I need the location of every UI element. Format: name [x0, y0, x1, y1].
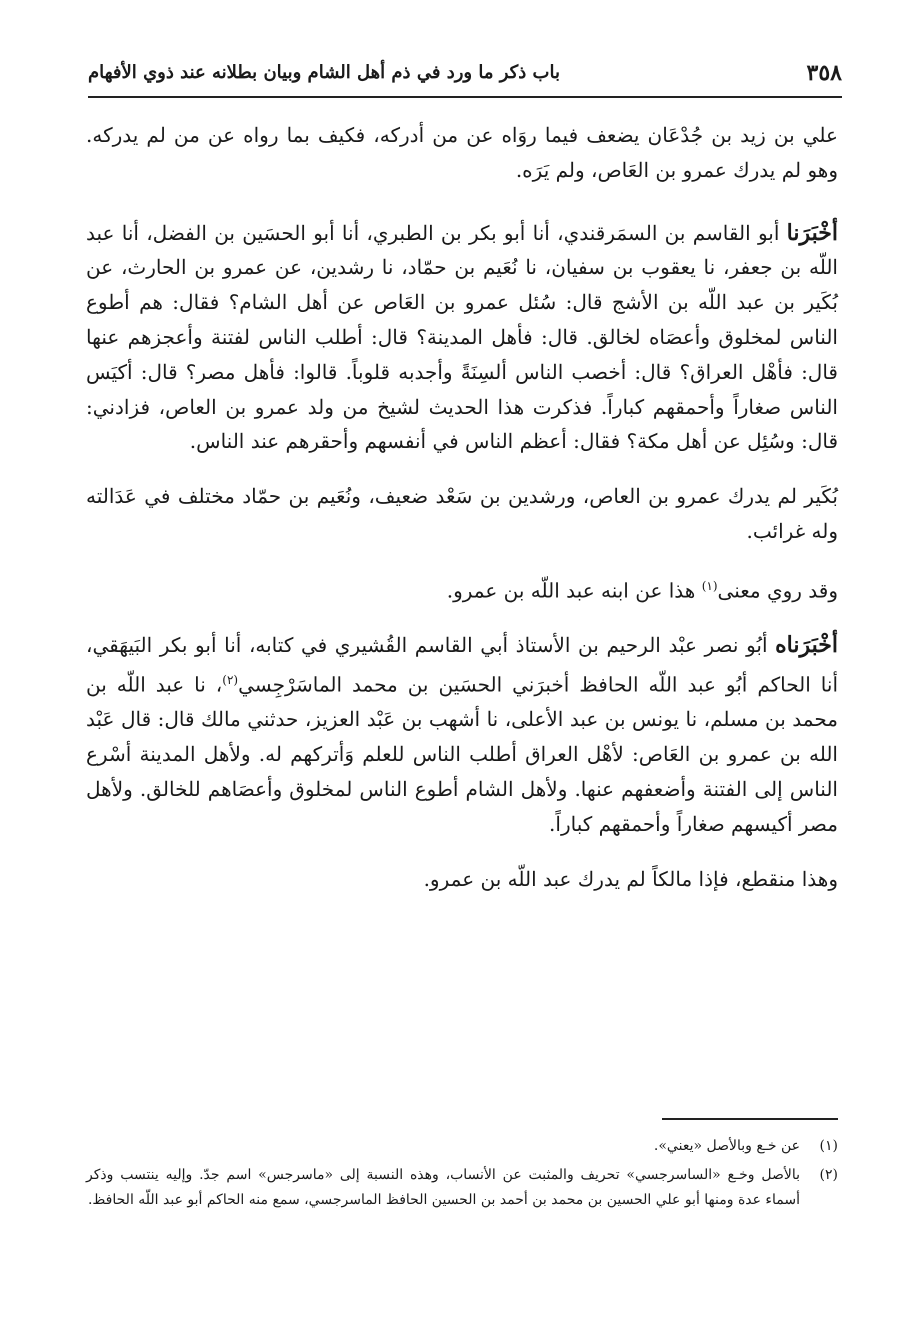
- header-rule: [88, 96, 842, 98]
- paragraph-2: [86, 216, 838, 460]
- footnote-number: (١): [819, 1138, 838, 1154]
- paragraph-2-text: أبو القاسم بن السمَرقندي، أنا أبو بكر بن الطبري، أنا أبو الحسَين بن الفضل، أنا عبد اللّه بن جعفر، نا يعقوب بن سفيان، نا نُعَيم بن حمّاد، نا رشدين، عن عمرو بن الحارث، عن بُكَير بن عبد اللّه بن الأشج قال: سُئل عمرو بن العَاص عن أهل الشام؟ فقال: هم أطوع الناس لمخلوق وأعصَاه لخالق. قال: فأهل المدينة؟ قال: أطلب الناس لفتنة وأعجزهم عنها قال: فأهْل العراق؟ قال: أخصب الناس ألسِنَةً وأجدبه قلوباً. قالوا: فأهل مصر؟ قال: أكيَس الناس صغاراً وأحمقهم كباراً. فذكرت هذا الحديث لشيخ من ولد عمرو بن العاص، فزادني: قال: وسُئِل عن أهل مكة؟ فقال: أعظم الناس في أنفسهم وأحقرهم عند الناس.: [86, 220, 838, 454]
- footnote-ref-2: (٢): [222, 673, 239, 688]
- page-number: ٣٥٨: [806, 60, 842, 86]
- paragraph-5-text-b: ، نا عبد اللّه بن محمد بن مسلم، نا يونس بن عبد الأعلى، نا أشهب بن عَبْد العزيز، حدثني مالك قال: قال عَبْد الله بن عمرو بن العَاص: لأهْل العراق أطلب الناس للعلم وَأتركهم له. ولأهل المدينة أسْرع الناس إلى الفتنة وأضعفهم عنها. ولأهل الشام أطوع الناس لمخلوق وأعصَاهم للخالق. ولأهل مصر أكيسهم صغاراً وأحمقهم كباراً.: [86, 672, 838, 836]
- paragraph-1: علي بن زيد بن جُدْعَان يضعف فيما روَاه عن من أدركه، فكيف بما رواه عن من لم يدركه. وهو لم يدرك عمرو بن العَاص، ولم يَرَه.: [86, 123, 838, 182]
- page-header: [88, 58, 842, 98]
- footnote-text: بالأصل وخـع «الساسرجسي» تحريف والمثبت عن الأنساب، وهذه النسبة إلى «ماسرجس» اسم جدّ. وإليه ينتسب وذكر أسماء عدة ومنها أبو علي الحسين بن محمد بن أحمد بن الحسين الحافظ الماسرجسي، سمع منه الحاكم أبو عبد اللّه الحافظ.: [86, 1167, 800, 1208]
- paragraph-5-text-a: أبُو نصر عبْد الرحيم بن الأستاذ أبي القاسم القُشيري في كتابه، أنا أبو بكر البَيهَقي، أنا الحاكم أبُو عبد اللّه الحافظ أخبرَني الحسَين بن محمد الماسَرْجِسي: [86, 633, 838, 697]
- paragraph-4: [86, 569, 838, 608]
- paragraph-4-text-a: وقد روي معنى: [717, 578, 838, 603]
- footnote-text: عن خـع وبالأصل «يعني».: [653, 1138, 800, 1154]
- footnote-1: [86, 1134, 838, 1159]
- paragraph-5: [86, 628, 838, 841]
- paragraph-5-lead: أخْبَرَناه: [775, 632, 838, 659]
- paragraph-6: وهذا منقطع، فإذا مالكاً لم يدرك عبد اللّه بن عمرو.: [423, 866, 838, 891]
- footnote-ref-1: (١): [701, 578, 718, 593]
- paragraph-3: بُكَير لم يدرك عمرو بن العاص، ورشدين بن سَعْد ضعيف، ونُعَيم بن حمّاد مختلف في عَدَالته وله غرائب.: [86, 484, 838, 543]
- footnote-rule: [662, 1118, 838, 1120]
- paragraph-2-lead: أخْبَرَنا: [786, 219, 838, 246]
- main-text: [86, 118, 838, 916]
- running-title: باب ذكر ما ورد في ذم أهل الشام وبيان بطلانه عند ذوي الأفهام: [88, 62, 560, 83]
- footnote-2: [86, 1163, 838, 1213]
- paragraph-4-text-b: هذا عن ابنه عبد اللّه بن عمرو.: [446, 578, 702, 603]
- footnote-number: (٢): [819, 1167, 838, 1183]
- footnotes: [86, 1134, 838, 1217]
